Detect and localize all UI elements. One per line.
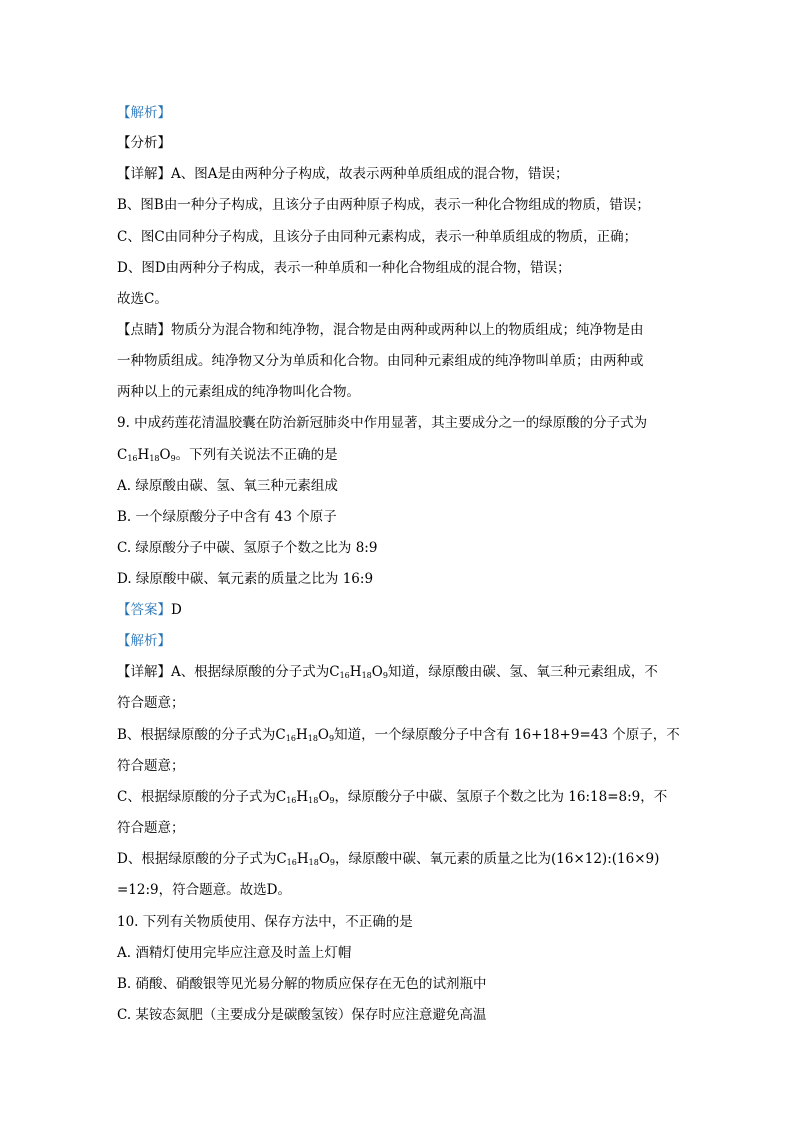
exp-post: ，绿原酸中碳、氧元素的质量之比为(16×12):(16×9) [335,851,660,867]
f-o: O [318,851,330,867]
formula [329,664,388,680]
q9-jiexi-heading: 【解析】 [117,633,171,649]
q8-detail-c: C、图C由同种分子构成，且该分子由同种元素构成，表示一种单质组成的物质，正确； [117,229,638,245]
detail-text: A、图A是由两种分子构成，故表示两种单质组成的混合物，错误； [171,166,569,182]
q9-exp-b [117,725,680,745]
exp-post: 知道，绿原酸由碳、氢、氧三种元素组成，不 [387,664,658,680]
f-c: C [276,851,287,867]
q8-detail-b: B、图B由一种分子构成，且该分子由两种原子构成，表示一种化合物组成的物质，错误； [117,197,650,213]
exp-post: ，绿原酸分子中碳、氢原子个数之比为 16:18=8:9，不 [334,789,668,805]
q8-fenxi-heading: 【分析】 [117,135,171,151]
f-o: O [317,727,329,743]
f-h: H [349,664,362,680]
q10-option-a: A. 酒精灯使用完毕应注意及时盖上灯帽 [117,945,352,961]
q8-dianjing-1 [117,320,644,340]
formula [276,789,335,805]
answer-value: D [171,602,182,618]
dianjing-text: 物质分为混合物和纯净物，混合物是由两种或两种以上的物质组成；纯净物是由 [171,322,644,338]
stem-tail: 。下列有关说法不正确的是 [175,447,338,463]
f-o: O [371,664,383,680]
f-c-sub: 16 [286,858,297,867]
f-o-sub: 9 [382,671,388,680]
q9-answer [117,600,182,620]
f-o-sub: 9 [170,454,176,463]
f-c: C [275,789,287,805]
q9-option-a: A. 绿原酸由碳、氢、氧三种元素组成 [117,478,338,494]
f-o-sub: 9 [329,858,335,867]
formula [275,727,334,743]
q8-detail-a [117,164,569,184]
dianjing-tag: 【点睛】 [117,322,171,338]
q9-option-c: C. 绿原酸分子中碳、氢原子个数之比为 8:9 [117,540,378,556]
formula [276,851,335,867]
f-c-sub: 16 [285,734,296,743]
q9-option-d: D. 绿原酸中碳、氧元素的质量之比为 16:9 [117,571,374,587]
f-h: H [295,727,308,743]
q9-exp-c [117,787,667,807]
f-h: H [296,789,309,805]
q9-exp-d-2: =12:9，符合题意。故选D。 [117,882,291,898]
exp-pre: A、根据绿原酸的分子式为 [171,664,330,680]
f-h-sub: 18 [308,796,319,805]
f-h: H [137,447,150,463]
q8-detail-d: D、图D由两种分子构成，表示一种单质和一种化合物组成的混合物，错误； [117,260,571,276]
q8-jiexi-heading: 【解析】 [117,105,171,121]
f-o-sub: 9 [329,734,335,743]
q10-option-c: C. 某铵态氮肥（主要成分是碳酸氢铵）保存时应注意避免高温 [117,1007,487,1023]
f-c-sub: 16 [127,454,138,463]
q9-exp-d [117,849,659,869]
f-c: C [329,664,340,680]
q9-exp-a [117,662,658,682]
q8-dianjing-2: 一种物质组成。纯净物又分为单质和化合物。由同种元素组成的纯净物叫单质；由两种或 [117,353,644,369]
exp-post: 知道，一个绿原酸分子中含有 16+18+9=43 个原子，不 [334,727,680,743]
q9-exp-c-2: 符合题意； [117,820,185,836]
exp-pre: B、根据绿原酸的分子式为 [117,727,276,743]
exp-pre: C、根据绿原酸的分子式为 [117,789,276,805]
q9-exp-a-2: 符合题意； [117,695,185,711]
answer-tag: 【答案】 [117,602,171,618]
f-h-sub: 18 [361,671,372,680]
q8-dianjing-3: 两种以上的元素组成的纯净物叫化合物。 [117,384,360,400]
q9-exp-b-2: 符合题意； [117,758,185,774]
f-c-sub: 16 [339,671,350,680]
q9-stem-1: 9. 中成药莲花清温胶囊在防治新冠肺炎中作用显著，其主要成分之一的绿原酸的分子式为 [117,415,648,431]
q10-stem: 10. 下列有关物质使用、保存方法中，不正确的是 [117,914,413,930]
formula [117,447,176,463]
xiangjie-tag: 【详解】 [117,664,171,680]
f-c-sub: 16 [286,796,297,805]
f-o-sub: 9 [329,796,335,805]
f-c: C [275,727,286,743]
q9-option-b: B. 一个绿原酸分子中含有 43 个原子 [117,509,337,525]
f-h-sub: 18 [308,858,319,867]
f-h-sub: 18 [307,734,318,743]
f-c: C [117,447,128,463]
f-h-sub: 18 [149,454,160,463]
q9-stem-2 [117,445,338,465]
exp-pre: D、根据绿原酸的分子式为 [117,851,277,867]
q8-conclusion: 故选C。 [117,291,168,307]
f-h: H [296,851,309,867]
f-o: O [159,447,171,463]
f-o: O [318,789,330,805]
q10-option-b: B. 硝酸、硝酸银等见光易分解的物质应保存在无色的试剂瓶中 [117,976,487,992]
xiangjie-tag: 【详解】 [117,166,171,182]
